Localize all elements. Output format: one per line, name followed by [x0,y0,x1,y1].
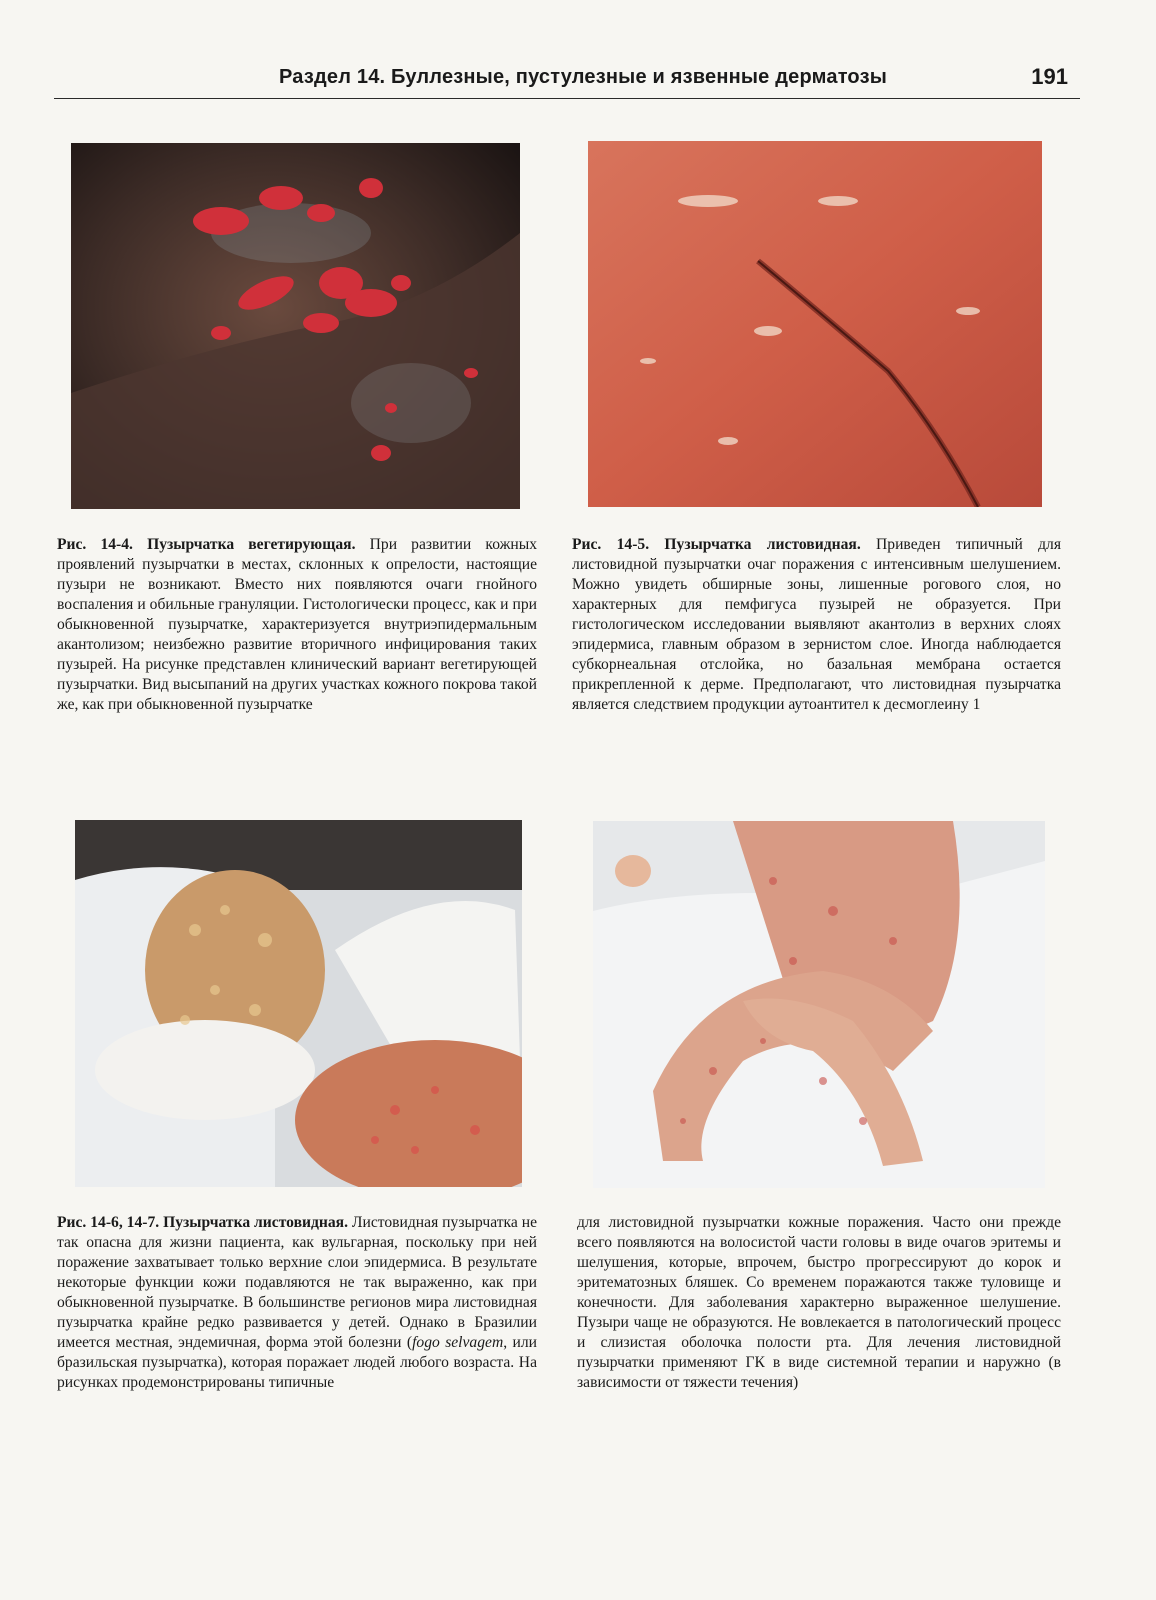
page-number: 191 [1031,64,1068,89]
caption-fig-14-6-7-italic: fogo selvagem [412,1334,504,1351]
photo-fig-14-6-image [75,820,522,1187]
caption-fig-14-6-7-text-a: Листовидная пузырчатка не так опасна для жизни пациента, как вульгарная, поскольку при ней поражение захватывает только верхние слои эпидермиса. В результате некоторые функции кожи подавляются не так выраженно, как при обыкновенной пузырчатке. В большинстве регионов мира листовидная пузырчатка крайне редко развивается у детей. Однако в Бразилии имеется местная, эндемичная, форма этой болезни ( [57,1214,537,1351]
caption-fig-14-6-7-text-right: для листовидной пузырчатки кожные поражения. Часто они прежде всего появляются на волосистой части головы в виде очагов эритемы и шелушения, которые, впрочем, быстро прогрессируют до корок и эритематозных бляшек. Со временем поражаются также туловище и конечности. Для заболевания характерно выраженное шелушение. Пузыри чаще не образуются. Не вовлекается в патологический процесс и слизистая оболочка полости рта. Для лечения листовидной пузырчатки применяют ГК в виде системной терапии и наружно (в зависимости от тяжести течения) [577,1214,1061,1391]
caption-fig-14-5-label: Рис. 14-5. Пузырчатка листовидная. [572,536,861,553]
caption-fig-14-6-7-text-b: , или бразильская пузырчатка), которая поражает людей любого возраста. На рисунках продемонстрированы типичные [57,1334,537,1391]
photo-fig-14-4-image [71,143,520,509]
caption-fig-14-6-7-label: Рис. 14-6, 14-7. Пузырчатка листовидная. [57,1214,348,1231]
photo-fig-14-5-image [588,141,1042,507]
photo-fig-14-7 [593,821,1045,1188]
photo-fig-14-4 [71,143,520,509]
photo-fig-14-5 [588,141,1042,507]
photo-fig-14-7-image [593,821,1045,1188]
caption-fig-14-4 [57,535,537,715]
caption-fig-14-4-label: Рис. 14-4. Пузырчатка вегетирующая. [57,536,356,553]
running-title: Раздел 14. Буллезные, пустулезные и язвенные дерматозы [279,66,887,88]
caption-fig-14-6-7-left [57,1213,537,1393]
caption-fig-14-5 [572,535,1061,715]
caption-fig-14-5-text: Приведен типичный для листовидной пузырчатки очаг поражения с интенсивным шелушением. Можно увидеть обширные зоны, лишенные рогового слоя, но характерных для пемфигуса пузырей не образуется. При гистологическом исследовании выявляют акантолиз в верхних слоях эпидермиса, главным образом в зернистом слое. Иногда наблюдается субкорнеальная отслойка, но базальная мембрана остается прикрепленной к дерме. Предполагают, что листовидная пузырчатка является следствием продукции аутоантител к десмоглеину 1 [572,536,1061,713]
caption-fig-14-6-7-right [577,1213,1061,1393]
photo-fig-14-6 [75,820,522,1187]
caption-fig-14-4-text: При развитии кожных проявлений пузырчатки в местах, склонных к опрелости, настоящие пузыри не возникают. Вместо них появляются очаги гнойного воспаления и обильные грануляции. Гистологически процесс, как и при обыкновенной пузырчатке, характеризуется внутриэпидермальным акантолизом; неизбежно развитие вторичного инфицирования таких пузырей. На рисунке представлен клинический вариант вегетирующей пузырчатки. Вид высыпаний на других участках кожного покрова такой же, как при обыкновенной пузырчатке [57,536,537,713]
page-header [54,62,1080,99]
